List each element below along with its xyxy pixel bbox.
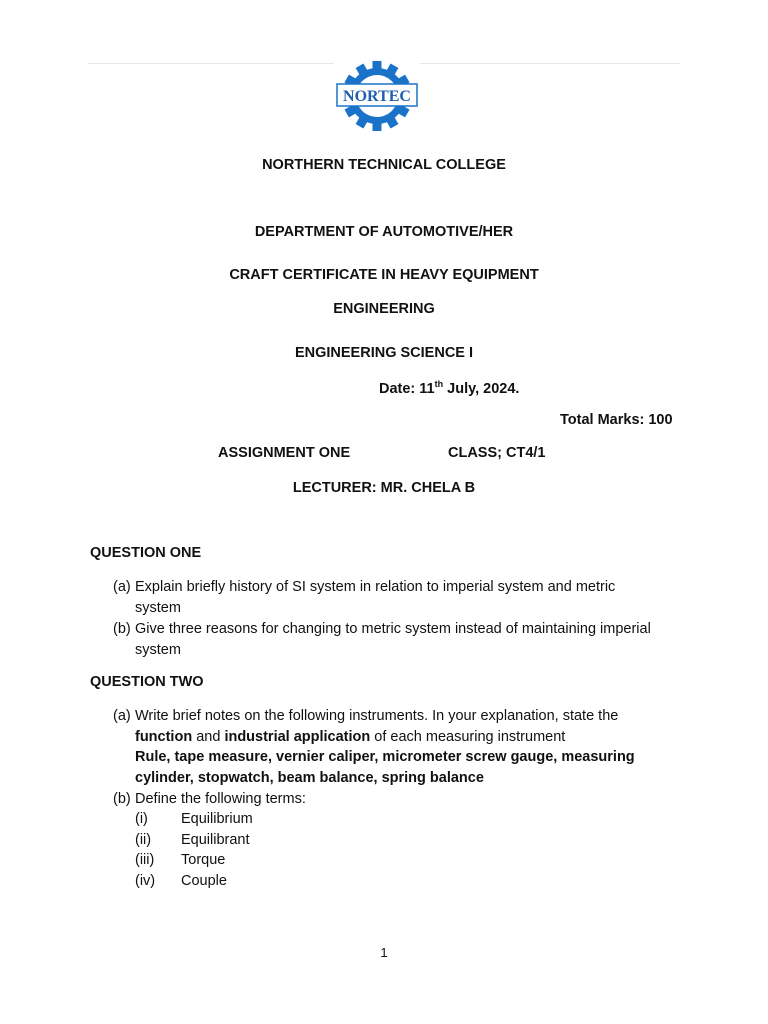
assignment-date: Date: 11th July, 2024. (379, 379, 520, 397)
department-name: DEPARTMENT OF AUTOMOTIVE/HER (254, 224, 514, 240)
term-item: (iv) Couple (135, 873, 227, 889)
question-two-part-b (113, 789, 693, 810)
part-text-line: Explain briefly history of SI system in relation to imperial system and metric (135, 579, 616, 595)
question-one-part-b (113, 619, 693, 660)
logo-text: NORTEC (343, 88, 411, 105)
part-text-line: Define the following terms: (135, 791, 306, 807)
question-two-part-a (113, 706, 693, 788)
course-title-line1: CRAFT CERTIFICATE IN HEAVY EQUIPMENT (229, 267, 539, 283)
part-text-line: system (135, 641, 181, 658)
part-text-line: Give three reasons for changing to metric system instead of maintaining imperial (135, 621, 651, 637)
part-label: (a) (113, 708, 131, 724)
total-marks: Total Marks: 100 (560, 412, 673, 428)
course-title-line2: ENGINEERING (333, 301, 435, 317)
header-rule-right (420, 63, 680, 64)
part-text-line: Write brief notes on the following instruments. In your explanation, state the (135, 708, 619, 724)
assignment-label: ASSIGNMENT ONE (218, 445, 351, 461)
question-two-title: QUESTION TWO (90, 674, 204, 690)
lecturer-name: LECTURER: MR. CHELA B (292, 480, 476, 496)
nortec-logo (333, 60, 421, 132)
part-label: (b) (113, 791, 131, 807)
term-item: (ii) Equilibrant (135, 832, 250, 848)
part-label: (b) (113, 621, 131, 637)
term-item: (i) Equilibrium (135, 811, 253, 827)
question-one-part-a (113, 577, 693, 618)
term-item: (iii) Torque (135, 852, 226, 868)
page-number: 1 (380, 945, 388, 960)
instrument-list-line: cylinder, stopwatch, beam balance, spring balance (135, 769, 484, 786)
part-text-line: function and industrial application of each measuring instrument (135, 728, 566, 745)
part-label: (a) (113, 579, 131, 595)
header-rule-left (88, 63, 334, 64)
subject-title: ENGINEERING SCIENCE I (294, 345, 474, 361)
class-label: CLASS; CT4/1 (448, 445, 546, 461)
question-one-title: QUESTION ONE (90, 545, 202, 561)
college-name: NORTHERN TECHNICAL COLLEGE (262, 157, 506, 173)
instrument-list-line: Rule, tape measure, vernier caliper, micrometer screw gauge, measuring (135, 749, 635, 765)
part-text-line: system (135, 599, 181, 616)
